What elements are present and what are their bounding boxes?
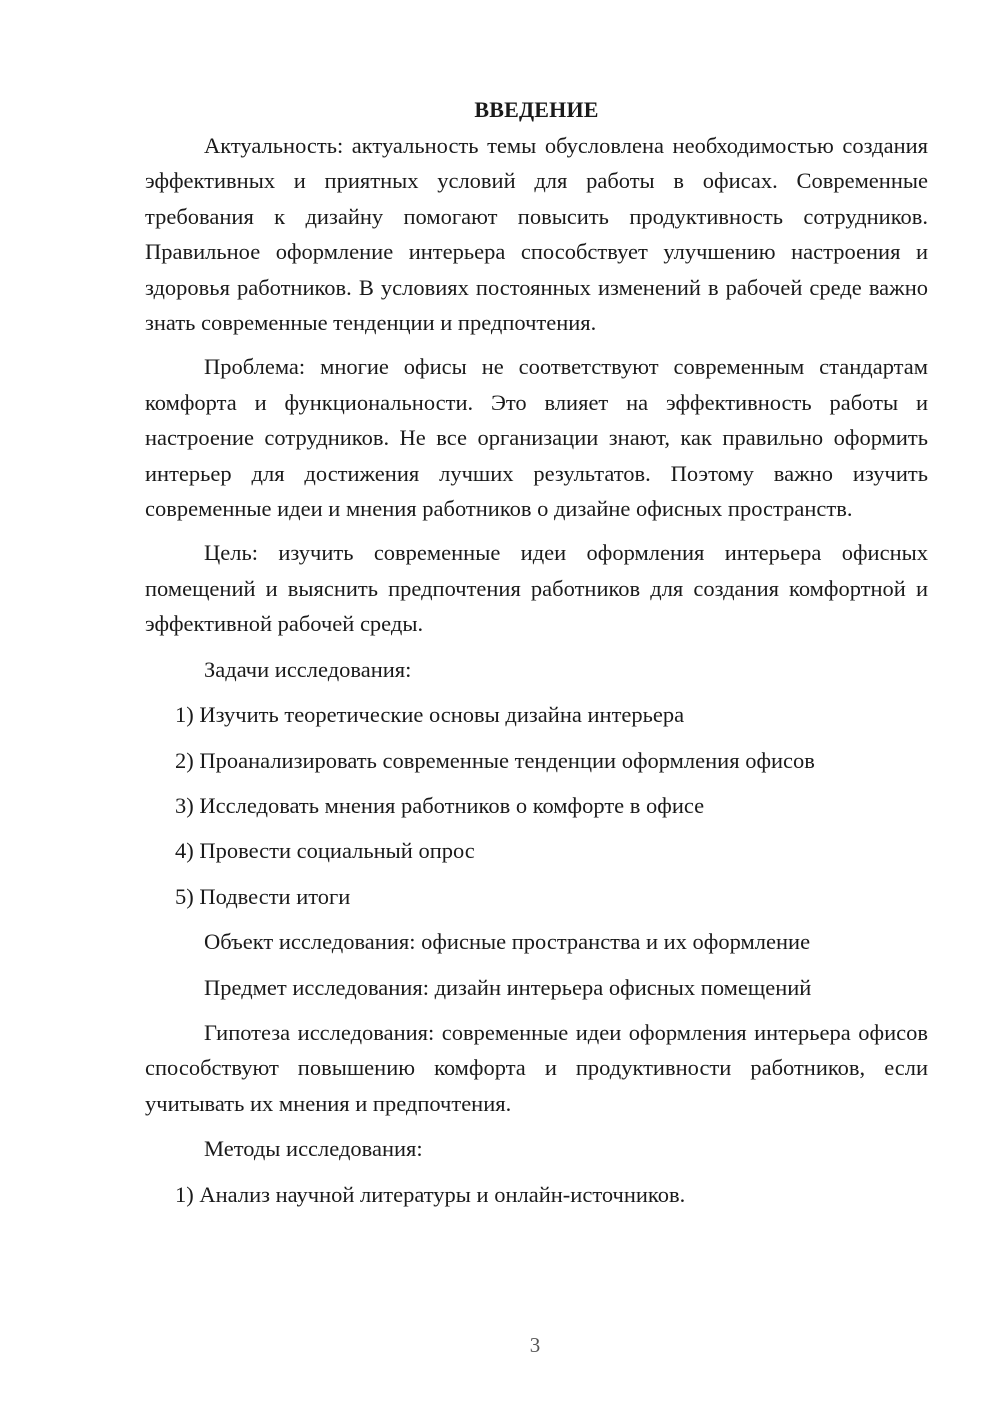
method-item: 1) Анализ научной литературы и онлайн-источников. xyxy=(175,1181,686,1207)
section-title: ВВЕДЕНИЕ xyxy=(474,97,599,122)
document-body xyxy=(145,92,928,1212)
task-item: 2) Проанализировать современные тенденции оформления офисов xyxy=(175,747,815,773)
hypothesis-paragraph: Гипотеза исследования: современные идеи оформления интерьера офисов способствуют повышению комфорта и продуктивности работников, если учитывать их мнения и предпочтения. xyxy=(145,1019,928,1116)
goal-paragraph: Цель: изучить современные идеи оформления интерьера офисных помещений и выяснить предпочтения работников для создания комфортной и эффективной рабочей среды. xyxy=(145,540,928,637)
tasks-heading: Задачи исследования: xyxy=(204,656,412,682)
problem-paragraph: Проблема: многие офисы не соответствуют современным стандартам комфорта и функциональности. Это влияет на эффективность работы и настроение сотрудников. Не все организации знают, как правильно оформить интерьер для достижения лучших результатов. Поэтому важно изучить современные идеи и мнения работников о дизайне офисных пространств. xyxy=(145,354,928,522)
task-item: 5) Подвести итоги xyxy=(175,883,351,909)
task-item: 4) Провести социальный опрос xyxy=(175,838,475,864)
tasks-list xyxy=(145,697,928,914)
task-item: 1) Изучить теоретические основы дизайна интерьера xyxy=(175,702,685,728)
relevance-paragraph: Актуальность: актуальность темы обусловлена необходимостью создания эффективных и приятных условий для работы в офисах. Современные требования к дизайну помогают повысить продуктивность сотрудников. Правильное оформление интерьера способствует улучшению настроения и здоровья работников. В условиях постоянных изменений в рабочей среде важно знать современные тенденции и предпочтения. xyxy=(145,133,928,336)
task-item: 3) Исследовать мнения работников о комфорте в офисе xyxy=(175,792,705,818)
methods-heading: Методы исследования: xyxy=(204,1136,423,1162)
page-number: 3 xyxy=(529,1333,541,1357)
methods-list xyxy=(145,1177,928,1212)
research-subject: Предмет исследования: дизайн интерьера офисных помещений xyxy=(204,974,812,1000)
research-object: Объект исследования: офисные пространства и их оформление xyxy=(204,929,811,955)
